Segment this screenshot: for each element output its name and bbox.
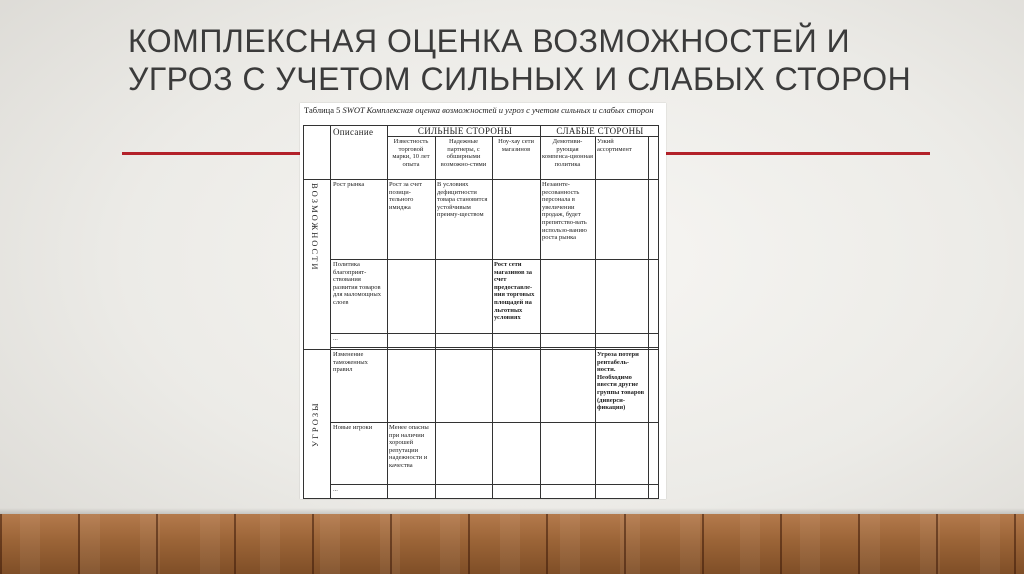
vline-desc bbox=[387, 125, 388, 499]
strength-3: Ноу-хау сети магазинов bbox=[498, 138, 534, 153]
hline-thr-row1 bbox=[330, 422, 659, 423]
opp1-cell-2 bbox=[437, 181, 490, 219]
slide-title: КОМПЛЕКСНАЯ ОЦЕНКА ВОЗМОЖНОСТЕЙ И УГРОЗ С УЧЕТОМ СИЛЬНЫХ И СЛАБЫХ СТОРОН bbox=[128, 23, 912, 97]
vline-label bbox=[330, 125, 331, 499]
opp-ellipsis: ... bbox=[333, 335, 338, 342]
vline-w1 bbox=[595, 136, 596, 499]
wooden-floor bbox=[0, 514, 1024, 574]
strength-1: Известность торговой марки, 10 лет опыта bbox=[392, 138, 430, 168]
caption-emphasis: SWOT bbox=[342, 105, 365, 115]
vline-s1 bbox=[435, 136, 436, 499]
thr2-cell-1: Менее опасны при наличии хорошей репутации надежности и качества bbox=[389, 424, 429, 469]
header-weaknesses: СЛАБЫЕ СТОРОНЫ bbox=[556, 126, 644, 136]
threats-label: УГРОЗЫ bbox=[310, 401, 320, 447]
thr2-description: Новые игроки bbox=[333, 424, 373, 431]
swot-table-document bbox=[300, 103, 666, 499]
caption-prefix: Таблица 5 bbox=[304, 105, 343, 115]
vline-w2 bbox=[648, 136, 649, 499]
header-strengths: СИЛЬНЫЕ СТОРОНЫ bbox=[417, 126, 513, 136]
opp1-cell-2-text: В условиях дефицитности товара становится устойчивым преиму-ществом bbox=[437, 181, 488, 219]
thr-ellipsis: ... bbox=[333, 486, 338, 493]
hline-header-bottom bbox=[303, 179, 659, 180]
opp1-cell-1: Рост за счет позици-тельного имиджа bbox=[389, 181, 423, 211]
hline-opp-row1 bbox=[330, 259, 659, 260]
thr1-description: Изменение таможенных правил bbox=[333, 351, 368, 374]
hline-opp-ellipsis bbox=[330, 347, 659, 348]
thr1-cell-5: Угроза потери рентабель-ности. Необходимо ввести другие группы товаров (диверси-фикация) bbox=[597, 351, 645, 412]
hline-opp-row2 bbox=[330, 333, 659, 334]
hline-section-divider bbox=[303, 349, 659, 350]
caption-text: Комплексная оценка возможностей и угроз с учетом сильных и слабых сторон bbox=[364, 105, 654, 115]
strength-2: Надежные партнеры, с обширными возможно-стями bbox=[440, 138, 487, 168]
swot-table bbox=[303, 125, 659, 499]
vline-s2 bbox=[492, 136, 493, 499]
opp2-cell-3: Рост сети магазинов за счет предоставле-ния торговых площадей на льготных условиях bbox=[494, 261, 535, 322]
header-description: Описание bbox=[333, 127, 374, 137]
hline-subheader bbox=[387, 136, 659, 137]
hline-thr-row2 bbox=[330, 484, 659, 485]
opp2-description: Политика благоприят-ствования развития товаров для маломощных слоев bbox=[333, 261, 382, 306]
opp1-description: Рост рынка bbox=[333, 181, 365, 188]
opportunities-label: ВОЗМОЖНОСТИ bbox=[310, 183, 320, 272]
vline-s3 bbox=[540, 125, 541, 499]
weakness-1: Демотиви-рующая компенса-ционная политика bbox=[542, 138, 593, 168]
table-caption bbox=[304, 105, 664, 115]
opp1-cell-4: Незаинте-ресованность персонала в увеличении продаж, будет препятство-вать использо-ванию роста рынка bbox=[542, 181, 587, 242]
vline-right bbox=[658, 125, 659, 499]
hline-bottom bbox=[303, 498, 659, 499]
vline-left bbox=[303, 125, 304, 499]
weakness-2: Узкий ассортимент bbox=[597, 138, 632, 153]
